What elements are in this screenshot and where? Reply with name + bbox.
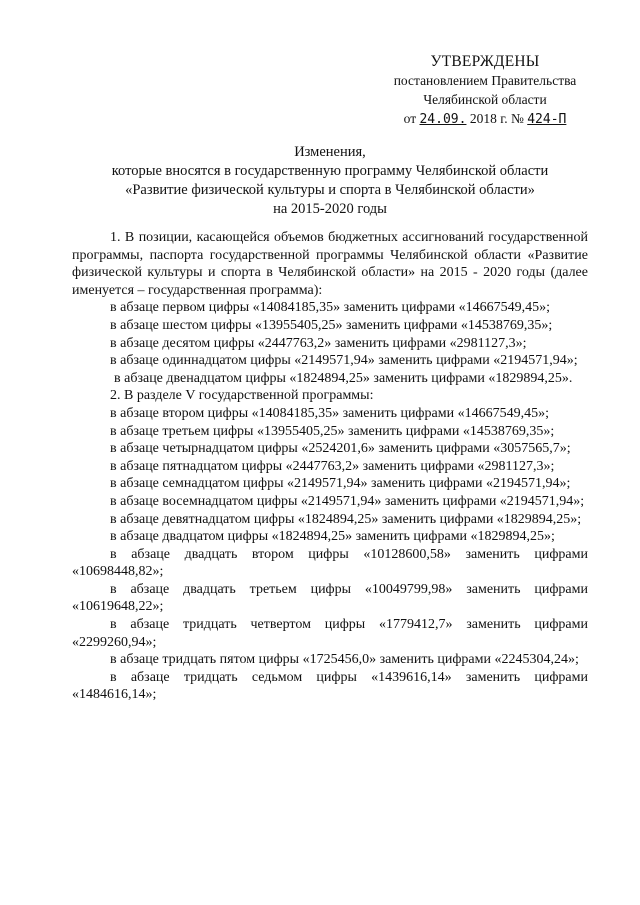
document-heading: [70, 143, 590, 219]
paragraph: 1. В позиции, касающейся объемов бюджетных ассигнований государственной программы, паспорта государственной программы Челябинской области «Развитие физической культуры и спорта в Челябинской области» на 2015 - 2020 годы (далее именуется – государственная программа):: [72, 230, 588, 298]
paragraph: в абзаце первом цифры «14084185,35» заменить цифрами «14667549,45»;: [110, 300, 550, 316]
paragraph: в абзаце пятнадцатом цифры «2447763,2» заменить цифрами «2981127,3»;: [110, 458, 555, 474]
year-text: 2018 г. №: [469, 111, 524, 126]
paragraph: в абзаце четырнадцатом цифры «2524201,6» заменить цифрами «3057565,7»;: [110, 441, 571, 457]
approval-line-2: Челябинской области: [423, 92, 547, 107]
paragraph: 2. В разделе V государственной программы:: [110, 388, 374, 404]
paragraph: в абзаце двенадцатом цифры «1824894,25» заменить цифрами «1829894,25».: [114, 370, 573, 386]
approval-title: УТВЕРЖДЕНЫ: [430, 53, 540, 70]
paragraph: в абзаце втором цифры «14084185,35» заменить цифрами «14667549,45»;: [110, 405, 549, 421]
paragraph: в абзаце десятом цифры «2447763,2» заменить цифрами «2981127,3»;: [110, 335, 527, 351]
paragraph: в абзаце тридцать четвертом цифры «1779412,7» заменить цифрами «2299260,94»;: [72, 617, 588, 650]
handwritten-date: 24.09.: [419, 112, 467, 127]
paragraph: в абзаце двадцатом цифры «1824894,25» заменить цифрами «1829894,25»;: [110, 529, 555, 545]
approval-line-1: постановлением Правительства: [393, 73, 577, 88]
date-prefix: от: [403, 111, 417, 126]
paragraph: в абзаце шестом цифры «13955405,25» заменить цифрами «14538769,35»;: [110, 317, 553, 333]
document-body: [72, 229, 588, 704]
heading-line-4: на 2015-2020 годы: [273, 201, 387, 217]
heading-line-3: «Развитие физической культуры и спорта в Челябинской области»: [125, 182, 535, 198]
heading-line-2: которые вносятся в государственную программу Челябинской области: [111, 163, 549, 179]
paragraph: в абзаце двадцать третьем цифры «10049799,98» заменить цифрами «10619648,22»;: [72, 581, 588, 615]
handwritten-number: 424-П: [527, 112, 567, 127]
paragraph: в абзаце одиннадцатом цифры «2149571,94» заменить цифрами «2194571,94»;: [110, 353, 578, 369]
paragraph: в абзаце тридцать пятом цифры «1725456,0» заменить цифрами «2245304,24»;: [110, 652, 579, 668]
paragraph: в абзаце семнадцатом цифры «2149571,94» заменить цифрами «2194571,94»;: [110, 476, 571, 492]
heading-line-1: Изменения,: [294, 144, 366, 160]
paragraph: в абзаце третьем цифры «13955405,25» заменить цифрами «14538769,35»;: [110, 423, 555, 439]
paragraph: в абзаце восемнадцатом цифры «2149571,94» заменить цифрами «2194571,94»;: [110, 493, 585, 509]
approval-date-line: [370, 109, 600, 129]
approval-stamp: [370, 52, 600, 129]
paragraph: в абзаце девятнадцатом цифры «1824894,25» заменить цифрами «1829894,25»;: [110, 511, 582, 527]
paragraph: в абзаце тридцать седьмом цифры «1439616,14» заменить цифрами «1484616,14»;: [72, 669, 588, 703]
paragraph: в абзаце двадцать втором цифры «10128600,58» заменить цифрами «10698448,82»;: [72, 546, 588, 580]
